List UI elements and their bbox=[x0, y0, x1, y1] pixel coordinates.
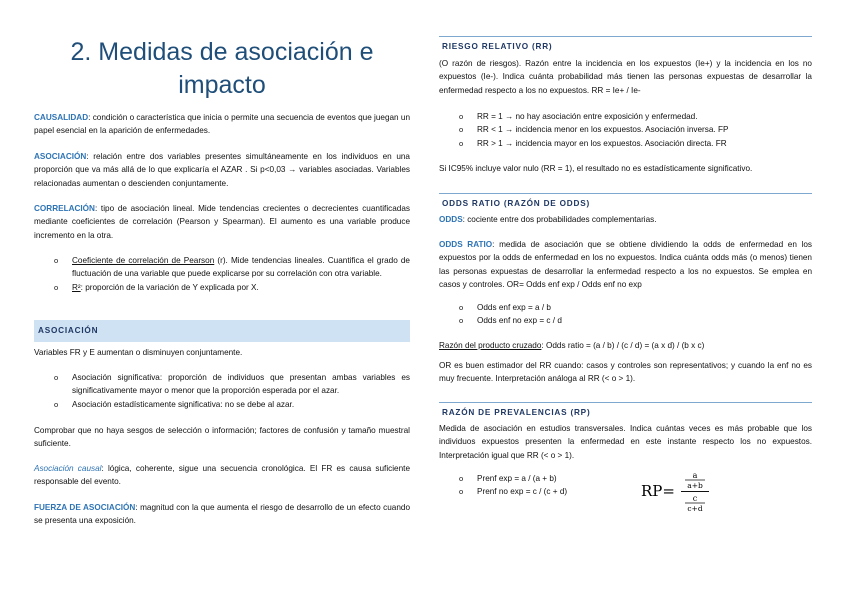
asociacion-intro: Variables FR y E aumentan o disminuyen conjuntamente. bbox=[34, 348, 243, 357]
page-title bbox=[34, 36, 410, 102]
asociacion-text: : relación entre dos variables presentes simultáneamente en los individuos en una proporción que va más allá de lo que explicaría el AZAR . Si p<0,03 → variables asociadas. Variables relacionadas aumentan o descienden conjuntamente. bbox=[34, 152, 410, 188]
asociacion-list bbox=[34, 371, 410, 411]
correlacion-keyword: CORRELACIÓN bbox=[34, 204, 95, 213]
causalidad-keyword: CAUSALIDAD bbox=[34, 113, 89, 122]
causal-text: : lógica, coherente, sigue una secuencia cronológica. El FR es causa suficiente responsable del evento. bbox=[34, 464, 410, 487]
producto-cruzado-label: Razón del producto cruzado bbox=[439, 341, 542, 350]
list-item bbox=[34, 254, 410, 281]
rp-formula bbox=[639, 468, 739, 518]
list-item: o Prenf no exp = c / (c + d) bbox=[439, 485, 639, 498]
asociacion-keyword: ASOCIACIÓN bbox=[34, 152, 87, 161]
list-item: o Asociación significativa: proporción de individuos que presentan ambas variables es significativamente mayor o menor que la proporción esperada por el azar. bbox=[34, 371, 410, 398]
list-item: o RR < 1 → incidencia menor en los expuestos. Asociación inversa. FP bbox=[439, 123, 812, 136]
fuerza-keyword: FUERZA DE ASOCIACIÓN bbox=[34, 503, 136, 512]
list-item: o Odds enf no exp = c / d bbox=[439, 314, 812, 327]
list-item: o Odds enf exp = a / b bbox=[439, 301, 812, 314]
rr-ic-note: Si IC95% incluye valor nulo (RR = 1), el resultado no es estadísticamente significativo. bbox=[439, 164, 753, 173]
formula-num-c: c bbox=[692, 494, 698, 503]
odds-text: : cociente entre dos probabilidades complementarias. bbox=[462, 215, 657, 224]
r2-text: : proporción de la variación de Y explicada por X. bbox=[80, 282, 259, 292]
rp-paragraph: Medida de asociación en estudios transversales. Indica cuántas veces es más probable que los individuos expuestos presenten la enfermedad en este instante respecto los no expuestos. Interpretación igual que RR (< o > 1). bbox=[439, 424, 812, 460]
causal-keyword: Asociación causal bbox=[34, 464, 102, 473]
odds-ratio-keyword: ODDS RATIO bbox=[439, 240, 493, 249]
comprobar-paragraph: Comprobar que no haya sesgos de selección o información; factores de confusión y tamaño muestral suficiente. bbox=[34, 426, 410, 449]
list-item: o RR = 1 → no hay asociación entre exposición y enfermedad. bbox=[439, 110, 812, 123]
list-item: o Prenf exp = a / (a + b) bbox=[439, 472, 639, 485]
formula-den-ab: a+b bbox=[687, 481, 703, 490]
list-item: o Asociación estadísticamente significativa: no se debe al azar. bbox=[34, 398, 410, 411]
odds-keyword: ODDS bbox=[439, 215, 463, 224]
formula-den-cd: c+d bbox=[687, 504, 703, 513]
pearson-text: (r). Mide tendencias lineales. Cuantifica el grado de fluctuación de una variable que puede explicarse por su correlación con otra variable. bbox=[72, 256, 410, 279]
correlation-list bbox=[34, 254, 410, 294]
section-header-asociacion: ASOCIACIÓN bbox=[34, 320, 410, 342]
section-header-or: ODDS RATIO (RAZÓN DE ODDS) bbox=[439, 193, 812, 209]
correlacion-paragraph bbox=[34, 202, 410, 242]
odds-ratio-paragraph bbox=[439, 238, 812, 292]
producto-cruzado-text: : Odds ratio = (a / b) / (c / d) = (a x d) / (b x c) bbox=[541, 341, 705, 350]
title-line-1: 2. Medidas de asociación e bbox=[70, 38, 374, 66]
correlacion-text: : tipo de asociación lineal. Mide tendencias crecientes o decrecientes cuantificadas mediante coeficientes de correlación (Pearson y Spearman). El aumento es una variable produce incremento en la otra. bbox=[34, 204, 410, 240]
rr-paragraph: (O razón de riesgos). Razón entre la incidencia en los expuestos (Ie+) y la incidencia en los no expuestos (Ie-). Indica cuánta probabilidad más tienen las personas expuestas de desarrollar la enfermedad respecto a los no expuestos. RR = Ie+ / Ie- bbox=[439, 59, 812, 95]
odds-ratio-text: : medida de asociación que se obtiene dividiendo la odds de enfermedad en los expuestos por la odds de enfermedad en los no expuestos. Indica cuánta odds más (o menos) tienen las personas expuestas de desarrollar la enfermedad respecto a los no expuestos. Se emplea en casos y controles. OR= Odds enf exp / Odds enf no exp bbox=[439, 240, 812, 290]
causalidad-text: : condición o característica que inicia o permite una secuencia de eventos que juegan un papel esencial en la aparición de enfermedades. bbox=[34, 113, 410, 136]
formula-lhs: RP= bbox=[641, 482, 675, 500]
fuerza-text: : magnitud con la que aumenta el riesgo de desarrollo de un efecto cuando se presenta una exposición. bbox=[34, 503, 410, 526]
section-header-rr: RIESGO RELATIVO (RR) bbox=[439, 36, 812, 52]
fuerza-paragraph bbox=[34, 501, 410, 528]
causal-paragraph bbox=[34, 462, 410, 489]
title-line-2: impacto bbox=[178, 71, 266, 99]
rr-list bbox=[439, 110, 812, 150]
odds-paragraph bbox=[439, 213, 812, 226]
causalidad-paragraph bbox=[34, 111, 410, 138]
pearson-label: Coeficiente de correlación de Pearson bbox=[72, 256, 215, 265]
asociacion-definition bbox=[34, 150, 410, 190]
section-header-rp: RAZÓN DE PREVALENCIAS (RP) bbox=[439, 402, 812, 418]
odds-list bbox=[439, 301, 812, 328]
producto-cruzado bbox=[439, 339, 812, 352]
list-item: o RR > 1 → incidencia mayor en los expuestos. Asociación directa. FR bbox=[439, 137, 812, 150]
rp-list bbox=[439, 472, 639, 499]
r2-label: R² bbox=[72, 282, 81, 292]
formula-num-a: a bbox=[692, 471, 698, 480]
list-item bbox=[34, 281, 410, 294]
or-estimador-paragraph: OR es buen estimador del RR cuando: casos y controles son representativos; y cuando la enf no es muy frecuente. Interpretación análoga al RR (< o > 1). bbox=[439, 361, 812, 384]
